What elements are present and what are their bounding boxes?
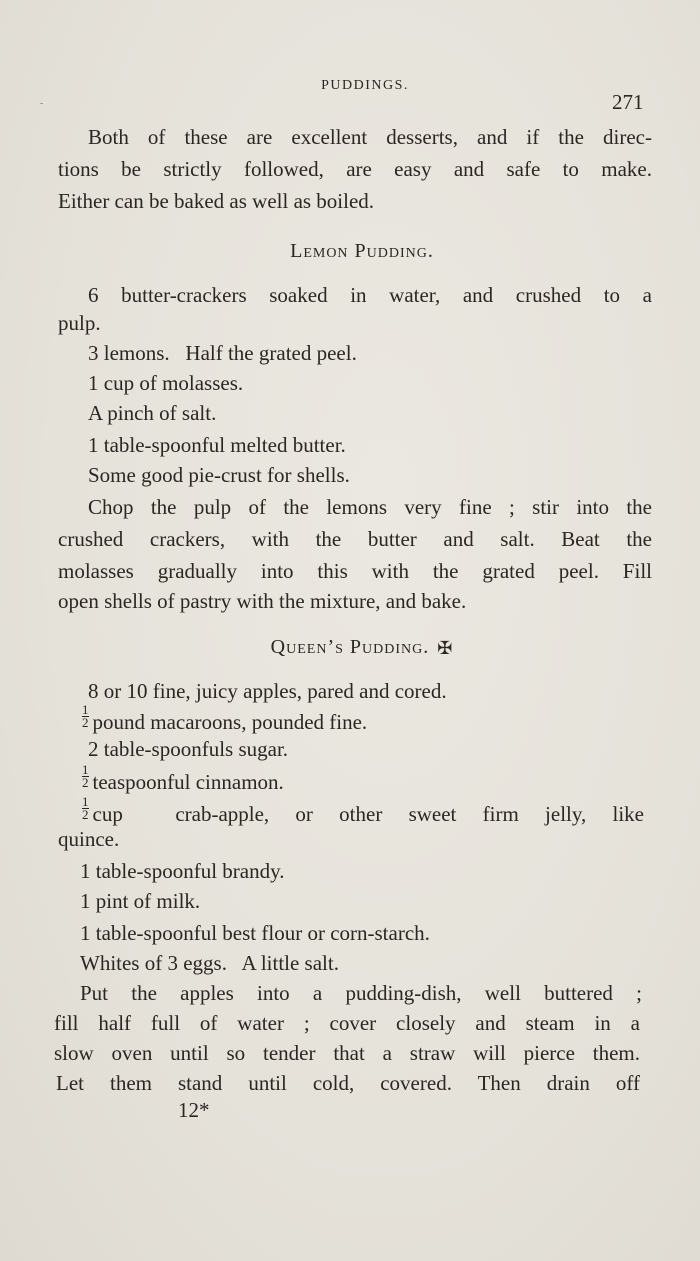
lemon-line-8: Chop the pulp of the lemons very fine ; stir into the bbox=[88, 495, 652, 519]
lemon-line-5: A pinch of salt. bbox=[88, 401, 217, 425]
maltese-cross-icon: ✠ bbox=[437, 638, 454, 658]
page-number: 271 bbox=[612, 90, 644, 114]
signature-mark: 12* bbox=[178, 1098, 210, 1122]
intro-line-2: tions be strictly followed, are easy and safe to make. bbox=[58, 157, 652, 181]
margin-mark: - bbox=[40, 98, 44, 109]
queens-line-12: fill half full of water ; cover closely and steam in a bbox=[54, 1011, 640, 1035]
lemon-line-11: open shells of pastry with the mixture, and bake. bbox=[58, 589, 467, 613]
running-head: PUDDINGS. bbox=[321, 78, 409, 93]
lemon-line-7: Some good pie-crust for shells. bbox=[88, 463, 350, 487]
half-fraction: $\frac{1}{2}$ bbox=[82, 794, 89, 822]
queens-line-8: 1 pint of milk. bbox=[80, 889, 201, 913]
queens-line-14: Let them stand until cold, covered. Then drain off bbox=[56, 1071, 640, 1095]
queens-pudding-heading bbox=[0, 636, 700, 659]
lemon-line-1: 6 butter-crackers soaked in water, and crushed to a bbox=[88, 283, 652, 307]
half-fraction: $\frac{1}{2}$ bbox=[82, 762, 89, 790]
lemon-line-6: 1 table-spoonful melted butter. bbox=[88, 433, 346, 457]
lemon-line-4: 1 cup of molasses. bbox=[88, 371, 244, 395]
queens-line-10: Whites of 3 eggs. A little salt. bbox=[80, 951, 339, 975]
lemon-line-10: molasses gradually into this with the grated peel. Fill bbox=[58, 559, 652, 583]
lemon-line-2: pulp. bbox=[58, 311, 101, 335]
queens-line-4: $\frac{1}{2}$ teaspoonful cinnamon. bbox=[82, 762, 284, 794]
lemon-line-3: 3 lemons. Half the grated peel. bbox=[88, 341, 357, 365]
queens-line-13: slow oven until so tender that a straw will pierce them. bbox=[54, 1041, 640, 1065]
queens-line-5: $\frac{1}{2}$ cup crab-apple, or other sweet firm jelly, like bbox=[82, 794, 644, 826]
queens-line-9: 1 table-spoonful best flour or corn-starch. bbox=[80, 921, 430, 945]
intro-line-3: Either can be baked as well as boiled. bbox=[58, 189, 375, 213]
half-fraction: $\frac{1}{2}$ bbox=[82, 702, 89, 730]
queens-line-1: 8 or 10 fine, juicy apples, pared and cored. bbox=[88, 679, 447, 703]
queens-line-7: 1 table-spoonful brandy. bbox=[80, 859, 285, 883]
queens-heading-text: Queen’s Pudding. bbox=[270, 636, 430, 658]
queens-line-11: Put the apples into a pudding-dish, well buttered ; bbox=[80, 981, 642, 1005]
queens-line-6: quince. bbox=[58, 827, 120, 851]
intro-line-1: Both of these are excellent desserts, and if the direc- bbox=[88, 125, 652, 149]
queens-line-2: $\frac{1}{2}$ pound macaroons, pounded fine. bbox=[82, 702, 368, 734]
queens-line-3: 2 table-spoonfuls sugar. bbox=[88, 737, 289, 761]
lemon-pudding-heading: Lemon Pudding. bbox=[290, 240, 434, 262]
lemon-line-9: crushed crackers, with the butter and salt. Beat the bbox=[58, 527, 652, 551]
